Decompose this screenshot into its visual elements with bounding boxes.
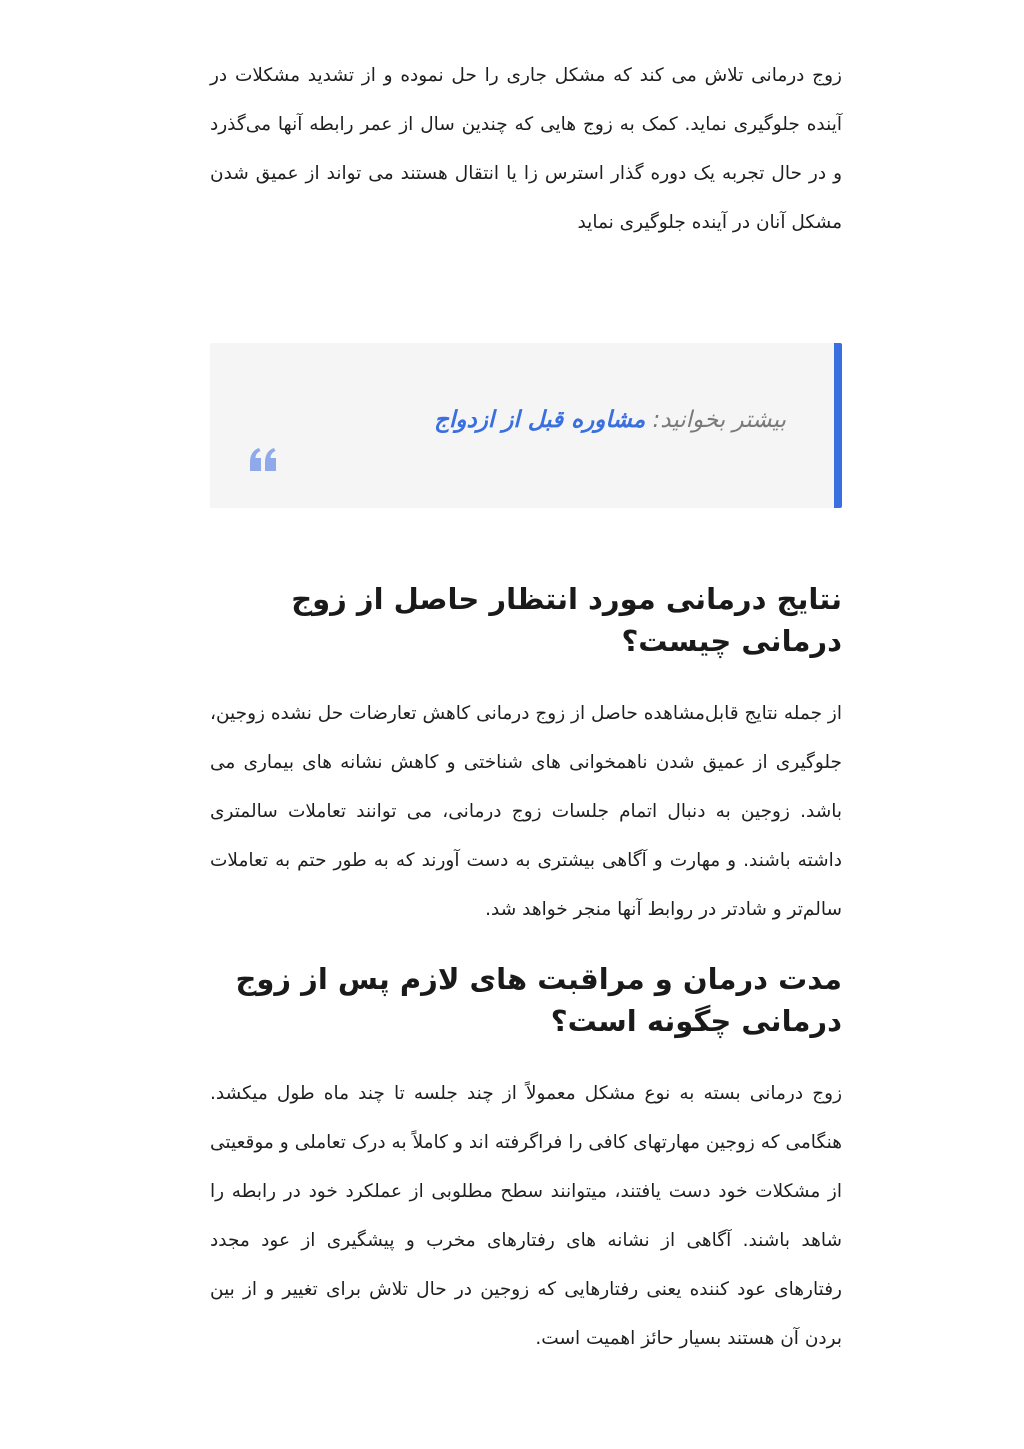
section-heading-duration: مدت درمان و مراقبت های لازم پس از زوج درمانی چگونه است؟: [235, 962, 842, 1038]
read-more-link[interactable]: مشاوره قبل از ازدواج: [434, 407, 646, 433]
read-more-label: بیشتر بخوانید:: [645, 407, 786, 433]
paragraph-duration: زوج درمانی بسته به نوع مشکل معمولاً از چند جلسه تا چند ماه طول میکشد. هنگامی که زوجین مهارتهای کافی را فراگرفته اند و کاملاً به درک تعاملی و موقعیتی از مشکلات خود دست یافتند، میتوانند سطح مطلوبی از عملکرد خود در رابطه را شاهد باشند. آگاهی از نشانه های رفتارهای مخرب و پیشگیری از عود مجدد رفتارهای عود کننده یعنی رفتارهایی که زوجین در حال تلاش برای تغییر و از بین بردن آن هستند بسیار حائز اهمیت است.: [210, 1083, 842, 1349]
paragraph-intro: زوج درمانی تلاش می کند که مشکل جاری را حل نموده و از تشدید مشکلات در آینده جلوگیری نماید. کمک به زوج هایی که چندین سال از عمر رابطه آنها می‌گذرد و در حال تجربه یک دوره گذار استرس زا یا انتقال هستند می تواند از عمیق شدن مشکل آنان در آینده جلوگیری نماید: [210, 65, 842, 233]
quote-icon: [248, 447, 278, 473]
read-more-box: [210, 343, 842, 508]
paragraph-results: از جمله نتایج قابل‌مشاهده حاصل از زوج درمانی کاهش تعارضات حل نشده زوجین، جلوگیری از عمیق شدن ناهمخوانی های شناختی و کاهش نشانه های بیماری می باشد. زوجین به دنبال اتمام جلسات زوج درمانی، می توانند تعاملات سالمتری داشته باشند. و مهارت و آگاهی بیشتری به دست آورند که به طور حتم به تعاملات سالم‌تر و شادتر در روابط آنها منجر خواهد شد.: [210, 703, 842, 920]
read-more-text: [434, 407, 786, 433]
section-heading-results: نتایج درمانی مورد انتظار حاصل از زوج درمانی چیست؟: [291, 582, 842, 658]
